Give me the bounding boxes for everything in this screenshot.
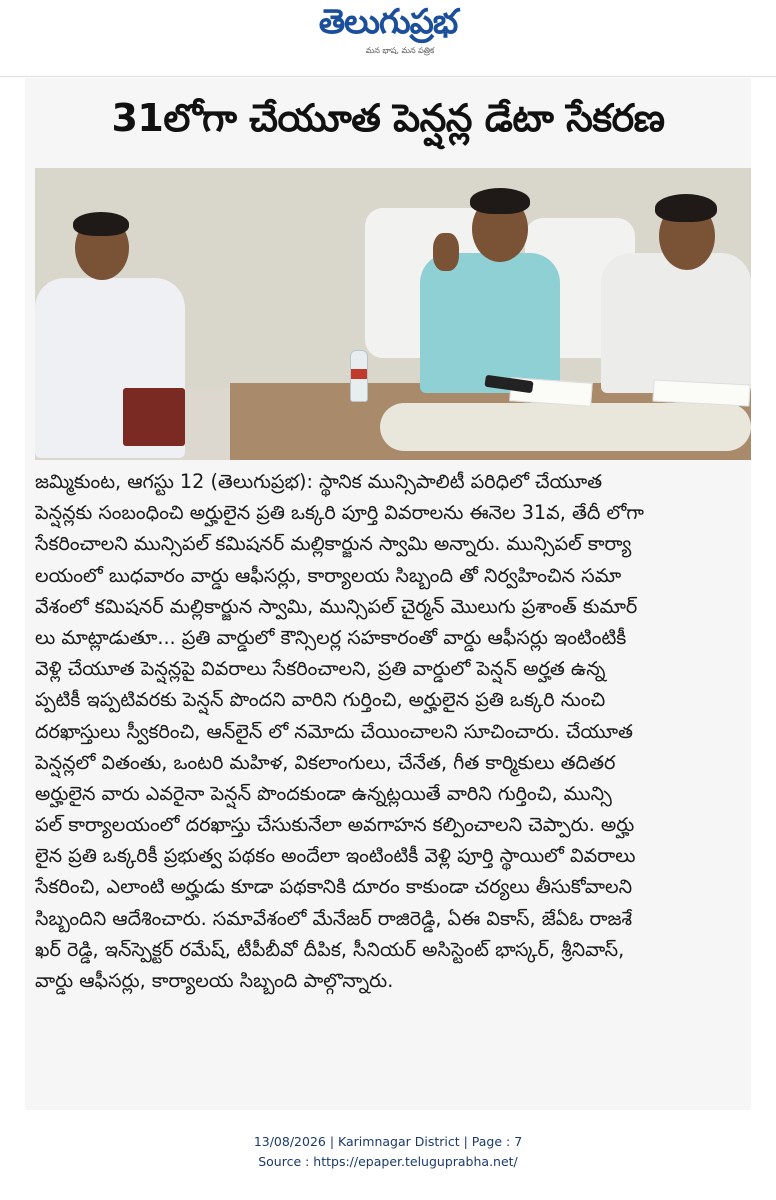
article-body-line: దరఖాస్తులు స్వీకరించి, ఆన్‌లైన్ లో నమోదు చేయించాలని సూచించారు. చేయూత (35, 719, 633, 743)
water-bottle (350, 350, 368, 402)
article-body-line: వార్డు ఆఫీసర్లు, కార్యాలయ సిబ్బంది పాల్గొన్నారు. (35, 969, 394, 992)
masthead (0, 0, 776, 77)
article-body-line: వేశంలో కమిషనర్ మల్లికార్జున స్వామి, మున్సిపల్ చైర్మన్ మొలుగు ప్రశాంత్ కుమార్ (35, 594, 638, 618)
article-body-line: పెన్షన్లకు సంబంధించి అర్హులైన ప్రతి ఒక్కరి పూర్తి వివరాలను ఈనెల 31వ, తేదీ లోగా (35, 501, 644, 525)
article-body-line: అర్హులైన వారు ఎవరైనా పెన్షన్ పొందకుండా ఉన్నట్లయితే వారిని గుర్తించి, మున్సి (35, 781, 612, 805)
article-body-line: ఖర్ రెడ్డి, ఇన్‌స్పెక్టర్ రమేష్, టీపీబీవో దీపిక, సీనియర్ అసిస్టెంట్ భాస్కర్, శ్రీనివాస్, (35, 937, 625, 961)
newspaper-logo: తెలుగుప్రభ (318, 2, 458, 42)
footer-edition-info: 13/08/2026 | Karimnagar District | Page : 7 (253, 1134, 523, 1149)
article-body-line: లైన ప్రతి ఒక్కరికీ ప్రభుత్వ పథకం అందేలా ఇంటింటికీ వెళ్లి పూర్తి స్థాయిలో వివరాలు (35, 844, 636, 868)
article-body-line: సేకరించాలని మున్సిపల్ కమిషనర్ మల్లికార్జున స్వామి అన్నారు. మున్సిపల్ కార్యా (35, 532, 632, 556)
article-body-line: జమ్మికుంట, ఆగస్టు 12 (తెలుగుప్రభ): స్థానిక మున్సిపాలిటీ పరిధిలో చేయూత (35, 470, 603, 493)
article-body (35, 466, 751, 996)
article-body-line: పెన్షన్లలో వితంతు, ఒంటరి మహిళ, వికలాంగులు, చేనేత, గీత కార్మికులు తదితర (35, 750, 616, 774)
table-cloth (380, 403, 751, 451)
article-body-line: లు మాట్లాడుతూ... ప్రతి వార్డులో కౌన్సిలర్ల సహకారంతో వార్డు ఆఫీసర్లు ఇంటింటికీ (35, 625, 627, 649)
footer-source-link[interactable]: Source : https://epaper.teluguprabha.net/ (258, 1154, 518, 1169)
article-body-line: లయంలో బుధవారం వార్డు ఆఫీసర్లు, కార్యాలయ సిబ్బంది తో నిర్వహించిన సమా (35, 563, 622, 587)
book (123, 388, 185, 446)
logo-tagline: మన భాష, మన పత్రిక (365, 46, 435, 55)
article-body-line: ప్పటికీ ఇప్పటివరకు పెన్షన్ పొందని వారిని గుర్తించి, అర్హులైన ప్రతి ఒక్కరి నుంచి (35, 688, 606, 712)
article-clipping (25, 78, 751, 1110)
article-body-line: వెళ్లి చేయూత పెన్షన్లపై వివరాలు సేకరించాలని, ప్రతి వార్డులో పెన్షన్ అర్హత ఉన్న (35, 657, 606, 681)
article-headline: 31లోగా చేయూత పెన్షన్ల డేటా సేకరణ (111, 96, 665, 140)
page-footer (0, 1132, 776, 1172)
article-body-line: పల్ కార్యాలయంలో దరఖాస్తు చేసుకునేలా అవగాహన కల్పించాలని చెప్పారు. అర్హు (35, 813, 635, 837)
article-body-line: సేకరించి, ఎలాంటి అర్హుడు కూడా పథకానికి దూరం కాకుండా చర్యలు తీసుకోవాలని (35, 875, 633, 899)
article-photo (35, 168, 751, 460)
article-body-line: సిబ్బందిని ఆదేశించారు. సమావేశంలో మేనేజర్ రాజిరెడ్డి, ఏఈ వికాస్, జేఏఓ రాజశే (35, 906, 633, 930)
